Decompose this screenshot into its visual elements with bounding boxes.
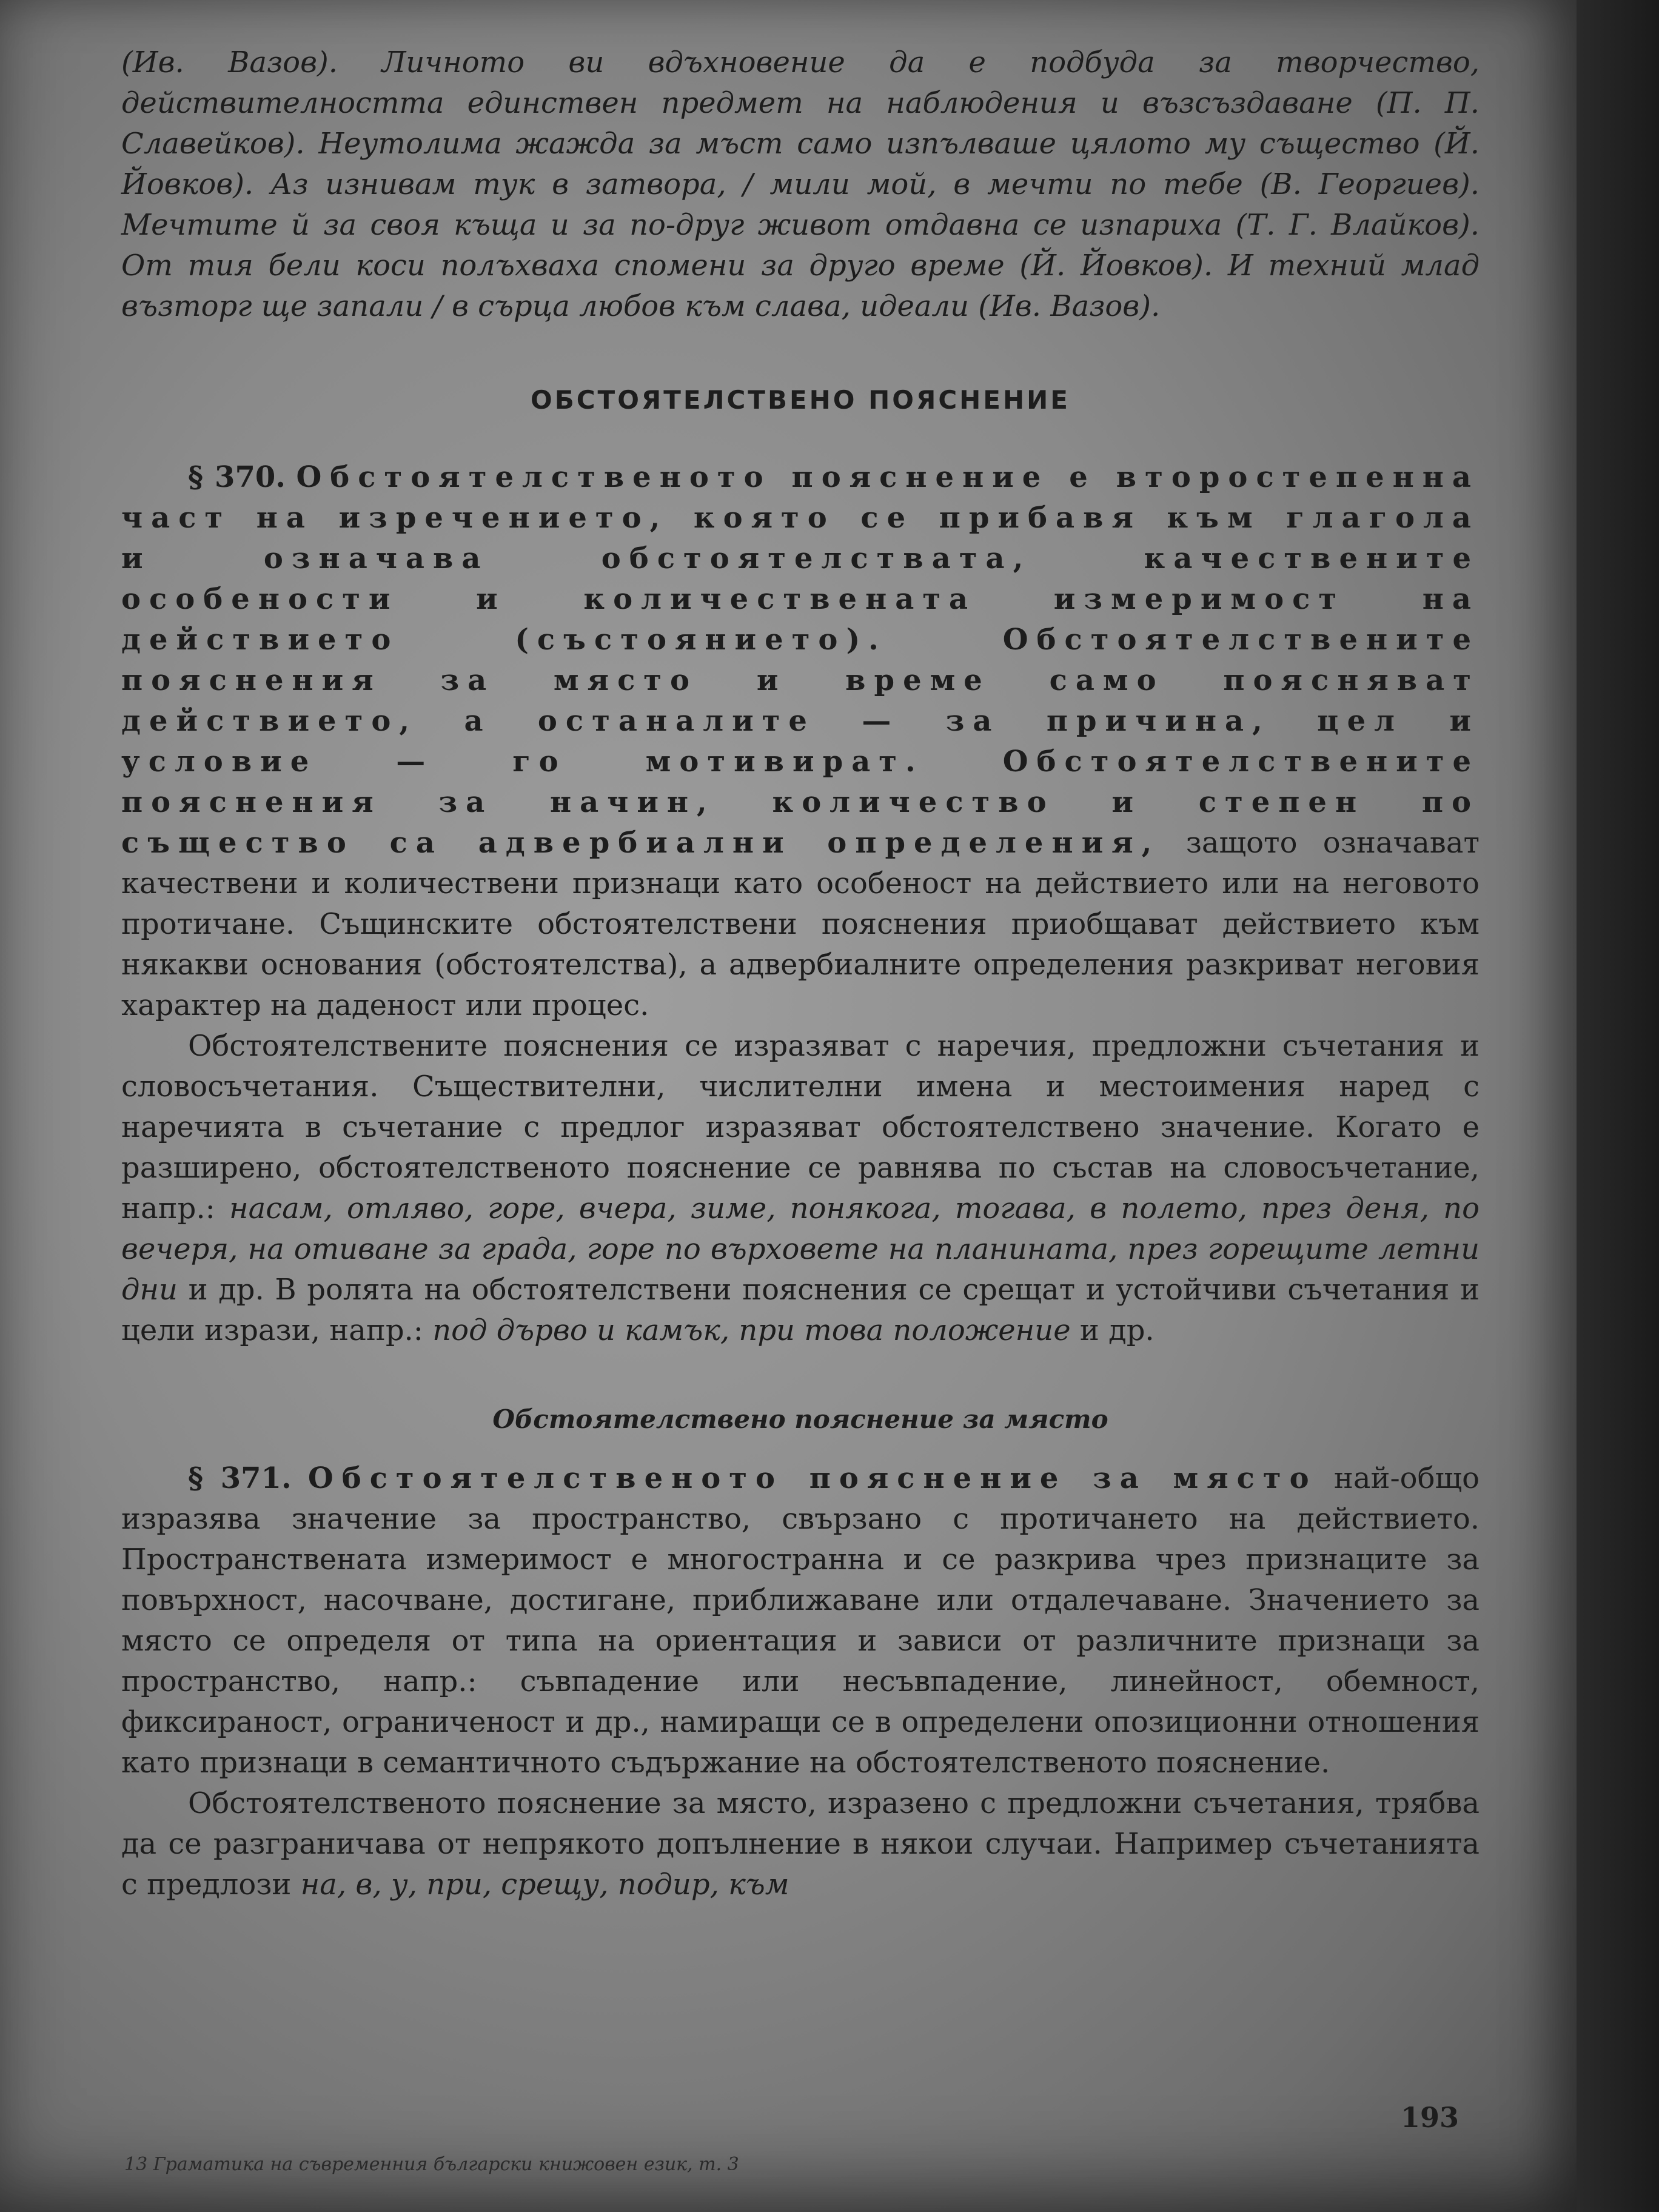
paragraph-2	[121, 1026, 1480, 1351]
paragraph-last-examples: на, в, у, при, срещу, подир, към	[300, 1868, 789, 1902]
paragraph-last	[121, 1783, 1480, 1905]
section-370-emphasized: Обстоятелственото пояснение е второстепенна част на изречението, която се прибавя към глагола и означава обстоятелствата, качествените особености и количествената измеримост на действието (състоянието). Обстоятелствените пояснения за място и време само поясняват действието, а останалите — за причина, цел и условие — го мотивират. Обстоятелствените пояснения за начин, количество и степен по същество са адвербиални определения,	[121, 460, 1480, 860]
page-content	[121, 42, 1480, 1905]
paragraph-2-examples-2: под дърво и камък, при това положение	[432, 1313, 1071, 1347]
intro-paragraph: (Ив. Вазов). Личното ви вдъхновение да е подбуда за творчество, действителността единствен предмет на наблюдения и възсъздаване (П. П. Славейков). Неутолима жажда за мъст само изпълваше цялото му същество (Й. Йовков). Аз изнивам тук в затвора, / мили мой, в мечти по тебе (В. Георгиев). Мечтите й за своя къща и за по-друг живот отдавна се изпариха (Т. Г. Влайков). От тия бели коси полъхваха спомени за друго време (Й. Йовков). И техний млад възторг ще запали / в сърца любов към слава, идеали (Ив. Вазов).	[121, 45, 1480, 323]
section-371-rest: най-общо изразява значение за пространство, свързано с протичането на действието. Пространствената измеримост е многостранна и се разкрива чрез признаците за повърхност, насочване, достигане, приближаване или отдалечаване. Значението за място се определя от типа на ориентация и зависи от различните признаци за пространство, напр.: съвпадение или несъвпадение, линейност, обемност, фиксираност, ограниченост и др., намиращи се в определени опозиционни отношения като признаци в семантичното съдържание на обстоятелственото пояснение.	[121, 1461, 1480, 1780]
section-371	[121, 1458, 1480, 1783]
section-371-emphasized: Обстоятелственото пояснение за място	[307, 1461, 1318, 1495]
paragraph-2-examples-1: насам, отляво, горе, вчера, зиме, понякога, тогава, в полето, през деня, по вечеря, на отиване за града, горе по върховете на планината, през горещите летни дни	[121, 1191, 1480, 1307]
section-370-number: § 370.	[188, 460, 286, 494]
footer-note: 13 Граматика на съвременния български книжовен език, т. 3	[124, 2154, 739, 2175]
section-371-number: § 371.	[188, 1461, 292, 1495]
section-370-rest: защото означават качествени и количествени признаци като особеност на действието или на неговото протичане. Същинските обстоятелствени пояснения приобщават действието към някакви основания (обстоятелства), а адвербиалните определения разкриват неговия характер на даденост или процес.	[121, 826, 1480, 1022]
paragraph-2-text-2: и др. В ролята на обстоятелствени пояснения се срещат и устойчиви съчетания и цели изрази, напр.:	[121, 1273, 1480, 1347]
page-number: 193	[1401, 2101, 1460, 2134]
paragraph-2-text: Обстоятелствените пояснения се изразяват с наречия, предложни съчетания и словосъчетания. Съществителни, числителни имена и местоимения наред с наречията в съчетание с предлог изразяват обстоятелствено значение. Когато е разширено, обстоятелственото пояснение се равнява по състав на словосъчетание, напр.:	[121, 1029, 1480, 1225]
subheading-place: Обстоятелствено пояснение за място	[492, 1404, 1108, 1434]
book-edge-shadow	[1577, 0, 1659, 2212]
section-370	[121, 457, 1480, 1026]
section-heading: ОБСТОЯТЕЛСТВЕНО ПОЯСНЕНИЕ	[531, 385, 1070, 415]
paragraph-last-text: Обстоятелственото пояснение за място, изразено с предложни съчетания, трябва да се разграничава от непрякото допълнение в някои случаи. Например съчетанията с предлози	[121, 1786, 1480, 1902]
paragraph-2-text-3: и др.	[1079, 1313, 1155, 1347]
